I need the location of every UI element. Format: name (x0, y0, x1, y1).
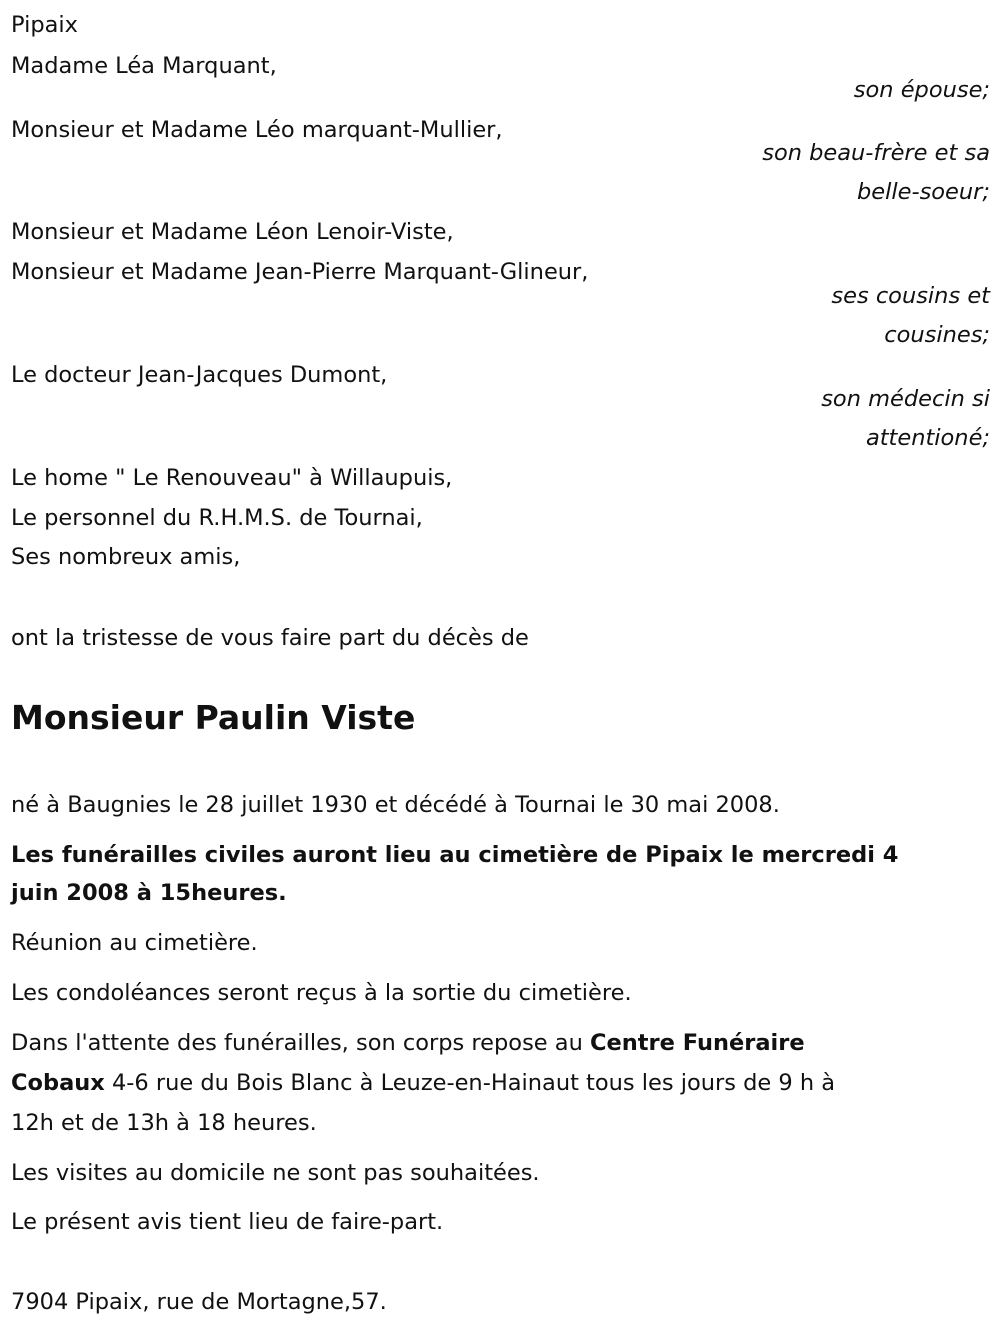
relation-label: son épouse; (853, 77, 990, 103)
family-member: Ses nombreux amis, (11, 544, 241, 570)
birth-death: né à Baugnies le 28 juillet 1930 et décédé à Tournai le 30 mai 2008. (11, 792, 780, 818)
relation-label: attentioné; (865, 425, 990, 451)
family-member: Le home " Le Renouveau" à Willaupuis, (11, 465, 453, 491)
announcement: ont la tristesse de vous faire part du décès de (11, 625, 529, 651)
rest-info: 12h et de 13h à 18 heures. (11, 1110, 317, 1136)
notice-info: Le présent avis tient lieu de faire-part. (11, 1209, 444, 1235)
rest-info (11, 1028, 805, 1058)
funeral-info: juin 2008 à 15heures. (11, 880, 287, 906)
rest-text: Dans l'attente des funérailles, son corps repose au (11, 1030, 590, 1056)
family-member: Monsieur et Madame Jean-Pierre Marquant-Glineur, (11, 259, 589, 285)
family-member: Monsieur et Madame Léo marquant-Mullier, (11, 117, 503, 143)
family-member: Monsieur et Madame Léon Lenoir-Viste, (11, 219, 454, 245)
visits-info: Les visites au domicile ne sont pas souhaitées. (11, 1160, 540, 1186)
family-member: Le personnel du R.H.M.S. de Tournai, (11, 505, 423, 531)
place: Pipaix (11, 12, 78, 38)
meeting-info: Réunion au cimetière. (11, 930, 258, 956)
relation-label: son beau-frère et sa (762, 140, 990, 166)
family-member: Madame Léa Marquant, (11, 53, 277, 79)
condolences-info: Les condoléances seront reçus à la sortie du cimetière. (11, 980, 632, 1006)
funeral-info: Les funérailles civiles auront lieu au cimetière de Pipaix le mercredi 4 (11, 842, 899, 868)
rest-text: 4-6 rue du Bois Blanc à Leuze-en-Hainaut tous les jours de 9 h à (104, 1070, 836, 1096)
address: 7904 Pipaix, rue de Mortagne,57. (11, 1289, 387, 1315)
funeral-home-name: Cobaux (11, 1070, 105, 1096)
relation-label: cousines; (884, 322, 990, 348)
family-member: Le docteur Jean-Jacques Dumont, (11, 362, 388, 388)
deceased-name: Monsieur Paulin Viste (11, 698, 416, 737)
relation-label: son médecin si (821, 386, 990, 412)
rest-info (11, 1068, 835, 1098)
funeral-home-name: Centre Funéraire (590, 1030, 805, 1056)
relation-label: ses cousins et (831, 283, 990, 309)
relation-label: belle-soeur; (856, 179, 990, 205)
